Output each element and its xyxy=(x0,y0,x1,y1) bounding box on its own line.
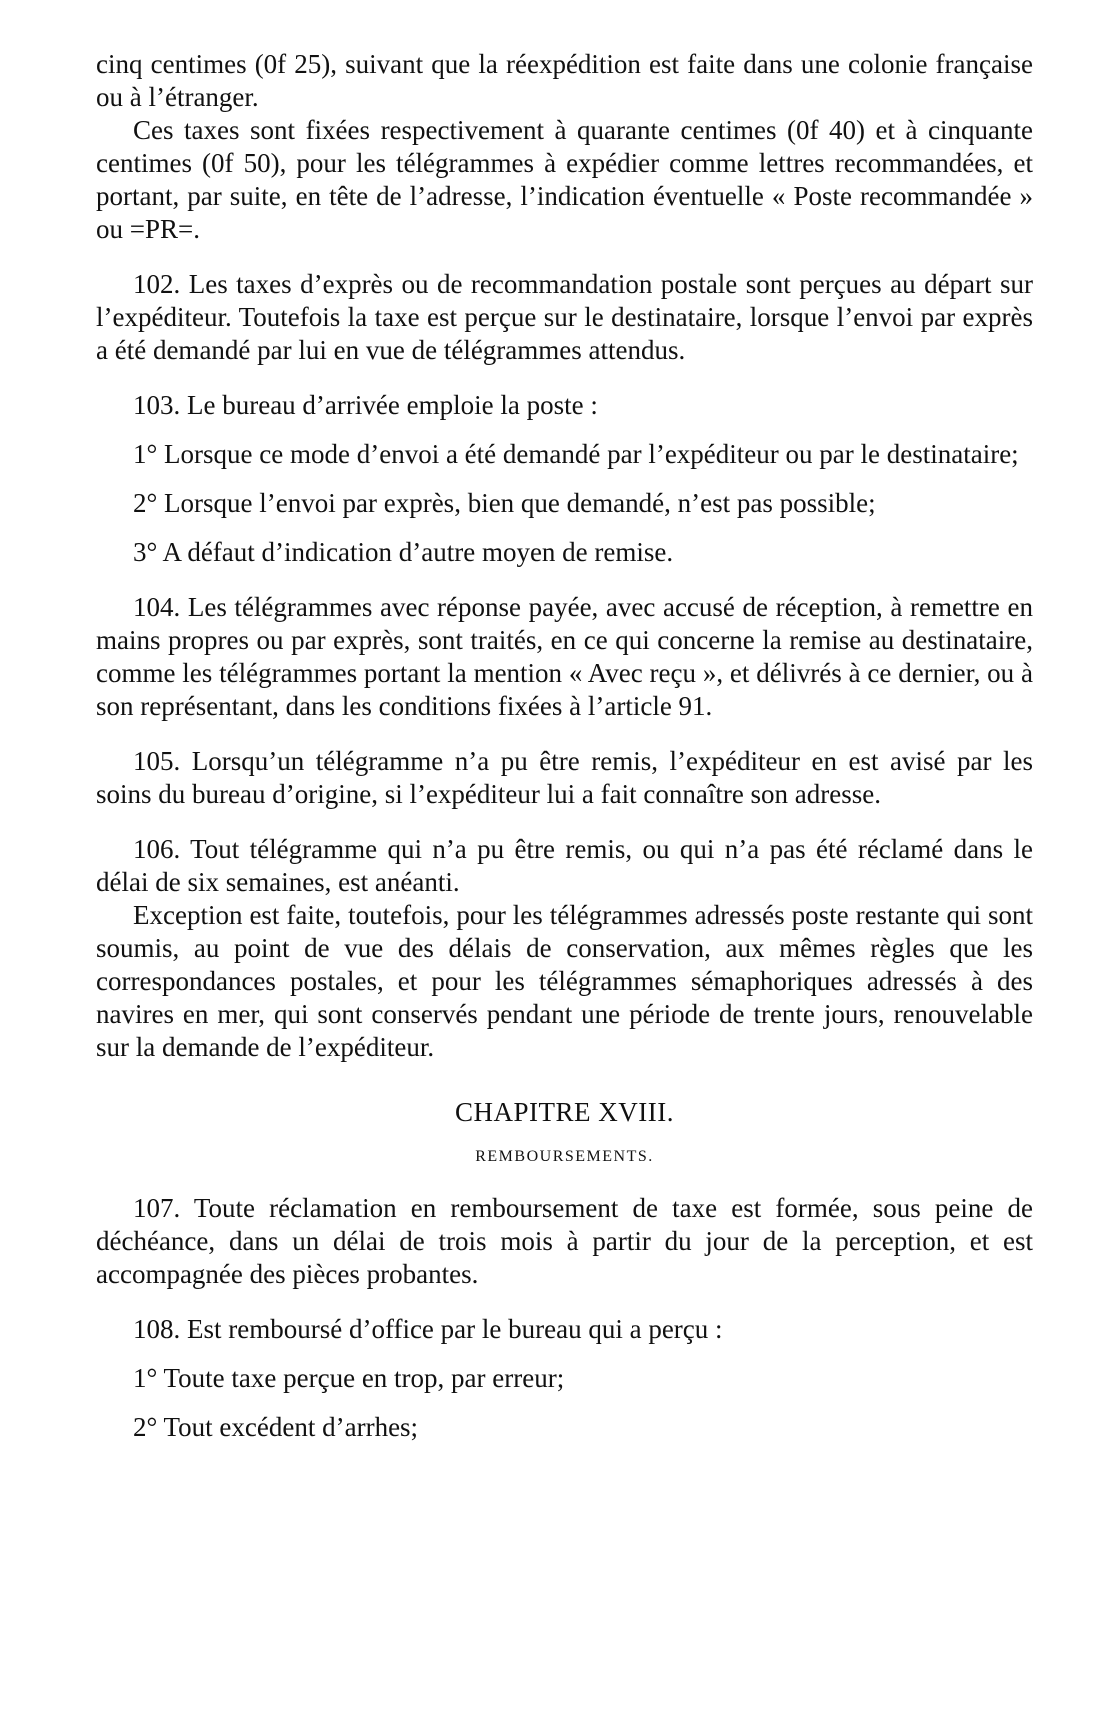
article-108-item: 1° Toute taxe perçue en trop, par erreur; xyxy=(133,1363,565,1393)
document-page xyxy=(96,48,1033,1444)
article-104: 104. Les télégrammes avec réponse payée, avec accusé de réception, à remettre en mains propres ou par exprès, sont traités, en ce qui concerne la remise au destinataire, comme les télégrammes portant la mention « Avec reçu », et délivrés à ce dernier, ou à son représentant, dans les conditions fixées à l’article 91. xyxy=(96,592,1033,721)
section-title: REMBOURSEMENTS. xyxy=(475,1148,654,1165)
article-105: 105. Lorsqu’un télégramme n’a pu être remis, l’expéditeur en est avisé par les soins du bureau d’origine, si l’expéditeur lui a fait connaître son adresse. xyxy=(96,746,1033,809)
article-103-item: 1° Lorsque ce mode d’envoi a été demandé par l’expéditeur ou par le destinataire; xyxy=(133,439,1019,469)
article-102: 102. Les taxes d’exprès ou de recommandation postale sont perçues au départ sur l’expéditeur. Toutefois la taxe est perçue sur le destinataire, lorsque l’envoi par exprès a été demandé par lui en vue de télégrammes attendus. xyxy=(96,269,1033,365)
article-108-item: 2° Tout excédent d’arrhes; xyxy=(133,1412,419,1442)
article-108-intro: 108. Est remboursé d’office par le bureau qui a perçu : xyxy=(133,1314,723,1344)
article-106-exception: Exception est faite, toutefois, pour les télégrammes adressés poste restante qui sont soumis, au point de vue des délais de conservation, aux mêmes règles que les correspondances postales, et pour les télégrammes sémaphoriques adressés à des navires en mer, qui sont conservés pendant une période de trente jours, renouvelable sur la demande de l’expéditeur. xyxy=(96,900,1033,1062)
continued-paragraph: Ces taxes sont fixées respectivement à quarante centimes (0f 40) et à cinquante centimes (0f 50), pour les télégrammes à expédier comme lettres recommandées, et portant, par suite, en tête de l’adresse, l’indication éventuelle « Poste recommandée » ou =PR=. xyxy=(96,115,1033,244)
chapter-title: CHAPITRE XVIII. xyxy=(455,1097,674,1127)
article-103-item: 3° A défaut d’indication d’autre moyen de remise. xyxy=(133,537,674,567)
article-107: 107. Toute réclamation en remboursement de taxe est formée, sous peine de déchéance, dans un délai de trois mois à partir du jour de la perception, et est accompagnée des pièces probantes. xyxy=(96,1193,1033,1289)
continued-paragraph: cinq centimes (0f 25), suivant que la réexpédition est faite dans une colonie française ou à l’étranger. xyxy=(96,49,1033,112)
article-103-item: 2° Lorsque l’envoi par exprès, bien que demandé, n’est pas possible; xyxy=(133,488,876,518)
article-106: 106. Tout télégramme qui n’a pu être remis, ou qui n’a pas été réclamé dans le délai de six semaines, est anéanti. xyxy=(96,834,1033,897)
article-103-intro: 103. Le bureau d’arrivée emploie la poste : xyxy=(133,390,598,420)
